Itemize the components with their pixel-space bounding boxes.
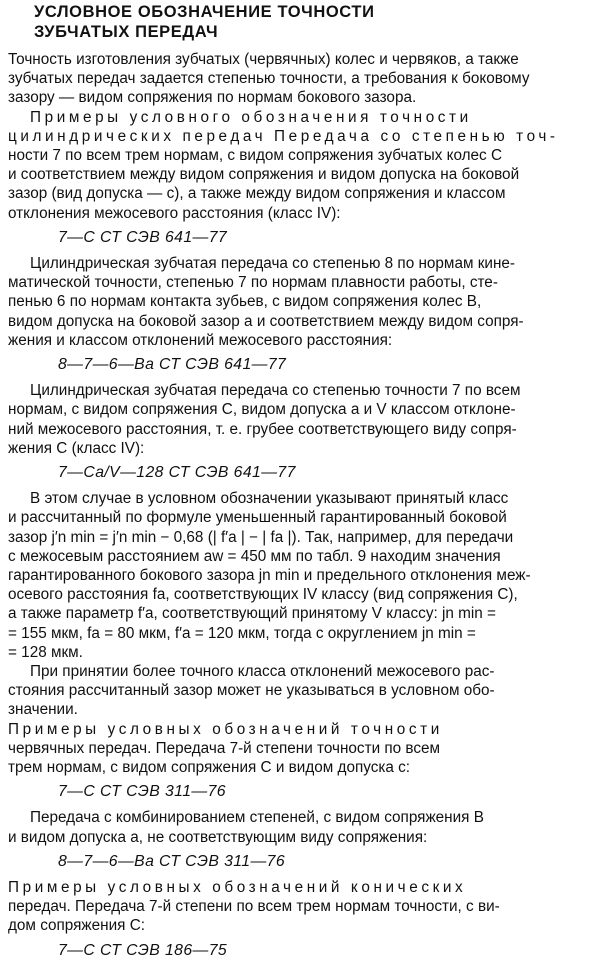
formula: 8—7—6—Ba СТ СЭВ 641—77: [58, 356, 287, 373]
text-line: видом допуска на боковой зазор a и соответствием между видом сопря-: [8, 312, 524, 330]
text-line: и видом допуска a, не соответствующим виду сопряжения:: [8, 828, 428, 846]
text-line: нормам, с видом сопряжения C, видом допуска a и V классом отклоне-: [8, 401, 516, 419]
text-line: Цилиндрическая зубчатая передача со степенью 8 по нормам кине-: [30, 255, 516, 272]
text-line: При принятии более точного класса отклонений межосевого рас-: [30, 663, 495, 680]
text-line: Цилиндрическая зубчатая передача со степенью точности 7 по всем: [30, 382, 521, 400]
text-line: ний межосевого расстояния, т. е. грубее соответствующего виду сопря-: [8, 420, 517, 438]
text-line: зубчатых передач задается степенью точности, а требования к боковому: [8, 70, 530, 88]
text-line: ности 7 по всем трем нормам, с видом сопряжения зубчатых колес C: [8, 147, 503, 164]
text-line: зазор j′n min = j′n min − 0,68 (| f′a | − | fa |). Так, например, для передачи: [8, 528, 514, 546]
text-line: и рассчитанный по формуле уменьшенный гарантированный боковой: [8, 509, 507, 527]
text-line: стояния рассчитанный зазор может не указываться в условном обо-: [8, 682, 495, 700]
text-line: Точность изготовления зубчатых (червячных) колес и червяков, а также: [8, 51, 519, 68]
formula: 7—Ca/V—128 СТ СЭВ 641—77: [58, 464, 296, 481]
text-line: Передача с комбинированием степеней, с видом сопряжения B: [30, 809, 484, 827]
text-line-spaced: Примеры условных обозначений точности: [8, 720, 443, 738]
text-line-spaced: цилиндрических передач Передача со степенью точ-: [8, 127, 559, 145]
text-line: а также параметр f′a, соответствующий принятому V классу: jn min =: [8, 605, 496, 623]
text-line: трем нормам, с видом сопряжения C и видом допуска c:: [8, 759, 411, 776]
title-line-1: УСЛОВНОЕ ОБОЗНАЧЕНИЕ ТОЧНОСТИ: [34, 3, 375, 21]
text-line: червячных передач. Передача 7-й степени точности по всем: [8, 739, 441, 757]
text-line: = 155 мкм, fa = 80 мкм, f′a = 120 мкм, тогда с округлением jn min =: [8, 624, 476, 642]
text-line-spaced: Примеры условных обозначений конических: [8, 879, 467, 896]
text-line: зазор (вид допуска — c), а также между видом сопряжения и классом: [8, 185, 506, 203]
title-line-2: ЗУБЧАТЫХ ПЕРЕДАЧ: [34, 23, 219, 41]
text-line: дом сопряжения C:: [8, 917, 145, 935]
text-line: В этом случае в условном обозначении указывают принятый класс: [30, 490, 509, 508]
text-line: зазору — видом сопряжения по нормам бокового зазора.: [8, 89, 417, 107]
formula: 8—7—6—Ba СТ СЭВ 311—76: [58, 852, 286, 870]
formula: 7—C СТ СЭВ 641—77: [58, 228, 228, 246]
formula: 7—C СТ СЭВ 186—75: [58, 941, 228, 959]
text-line: отклонения межосевого расстояния (класс IV):: [8, 204, 341, 222]
text-line-spaced: Примеры условного обозначения точности: [30, 108, 472, 126]
text-line: жения C (класс IV):: [8, 439, 145, 457]
text-line: передач. Передача 7-й степени по всем трем нормам точности, с ви-: [8, 898, 500, 916]
text-line: = 128 мкм.: [8, 643, 83, 661]
text-line: с межосевым расстоянием aw = 450 мм по табл. 9 находим значения: [8, 547, 501, 565]
text-line: и соответствием между видом сопряжения и видом допуска на боковой: [8, 166, 520, 184]
text-line: [8, 127, 559, 146]
text-line: осевого расстояния fa, соответствующих IV классу (вид сопряжения C),: [8, 586, 518, 604]
formula: 7—C СТ СЭВ 311—76: [58, 783, 226, 801]
text-line: матической точности, степенью 7 по нормам плавности работы, сте-: [8, 274, 498, 292]
text-line: гарантированного бокового зазора jn min и предельного отклонения меж-: [8, 567, 531, 584]
text-line: жения и классом отклонений межосевого расстояния:: [8, 331, 393, 349]
text-line: значении.: [8, 701, 78, 719]
text-line: пенью 6 по нормам контакта зубьев, с видом сопряжения колес B,: [8, 293, 482, 311]
